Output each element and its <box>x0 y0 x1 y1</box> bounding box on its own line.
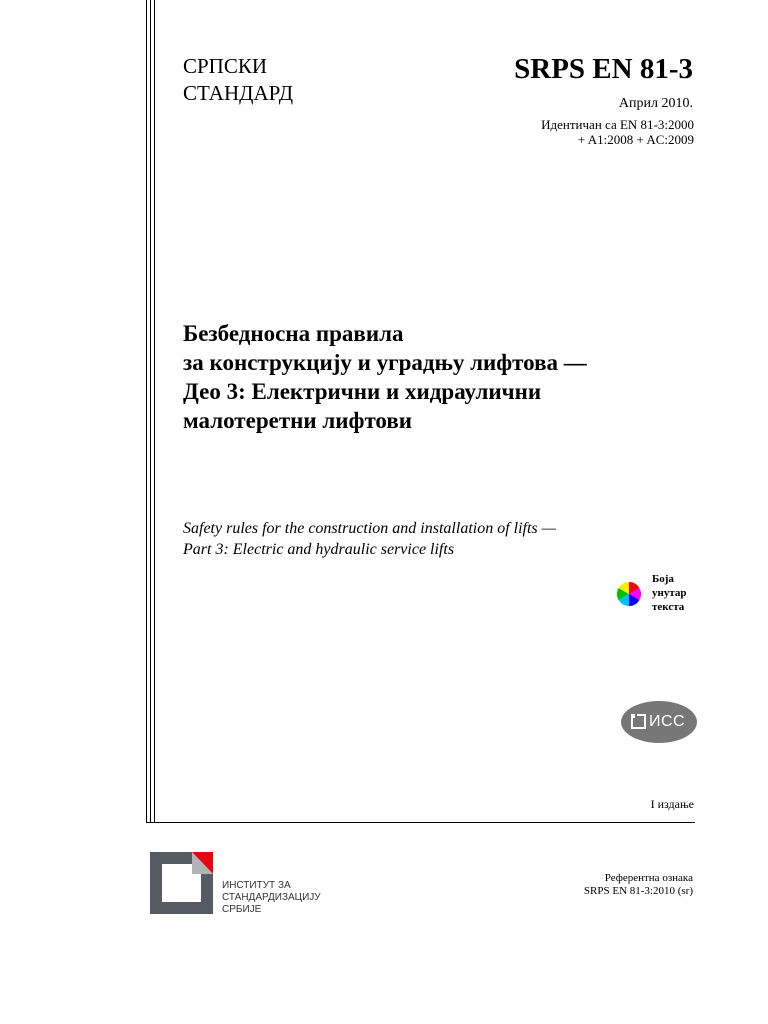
standard-label-line: СТАНДАРД <box>183 81 294 105</box>
color-note-line: Боја <box>652 573 674 585</box>
title-english <box>183 518 556 560</box>
frame-bottom-line <box>146 822 695 823</box>
identical-with <box>541 117 694 147</box>
institute-name <box>222 880 321 916</box>
edition: I издање <box>650 797 694 811</box>
iss-logo-text: ИСС <box>649 713 686 730</box>
standard-code: SRPS EN 81-3 <box>514 53 693 85</box>
title-line: Safety rules for the construction and installation of lifts — <box>183 520 556 537</box>
color-note-line: текста <box>652 601 685 613</box>
title-line: малотеретни лифтови <box>183 408 413 433</box>
iss-logo-icon <box>621 701 697 743</box>
institute-logo-icon <box>150 852 213 914</box>
title-line: за конструкцију и уградњу лифтова — <box>183 350 587 375</box>
reference-designation <box>584 872 693 898</box>
reference-label: Референтна ознака <box>604 872 693 884</box>
identical-line: + A1:2008 + AC:2009 <box>577 132 694 147</box>
color-note-line: унутар <box>652 587 687 599</box>
institute-name-line: ИНСТИТУТ ЗА <box>222 880 291 891</box>
title-serbian <box>183 319 587 435</box>
standard-label <box>183 53 293 107</box>
publication-date: Април 2010. <box>618 96 693 111</box>
institute-name-line: СТАНДАРДИЗАЦИЈУ <box>222 892 321 903</box>
color-note <box>652 572 687 614</box>
iss-mark-icon <box>631 714 646 729</box>
standard-label-line: СРПСКИ <box>183 54 268 78</box>
identical-line: Идентичан са EN 81-3:2000 <box>541 117 694 132</box>
reference-code: SRPS EN 81-3:2010 (sr) <box>583 885 693 897</box>
frame-line <box>146 0 147 822</box>
frame-line <box>150 0 151 822</box>
color-wheel-icon <box>617 582 641 606</box>
title-line: Безбедносна правила <box>183 321 404 346</box>
frame-line <box>154 0 155 822</box>
title-line: Part 3: Electric and hydraulic service lifts <box>183 541 455 558</box>
title-line: Део 3: Електрични и хидраулични <box>183 379 542 404</box>
institute-name-line: СРБИЈЕ <box>222 904 262 915</box>
